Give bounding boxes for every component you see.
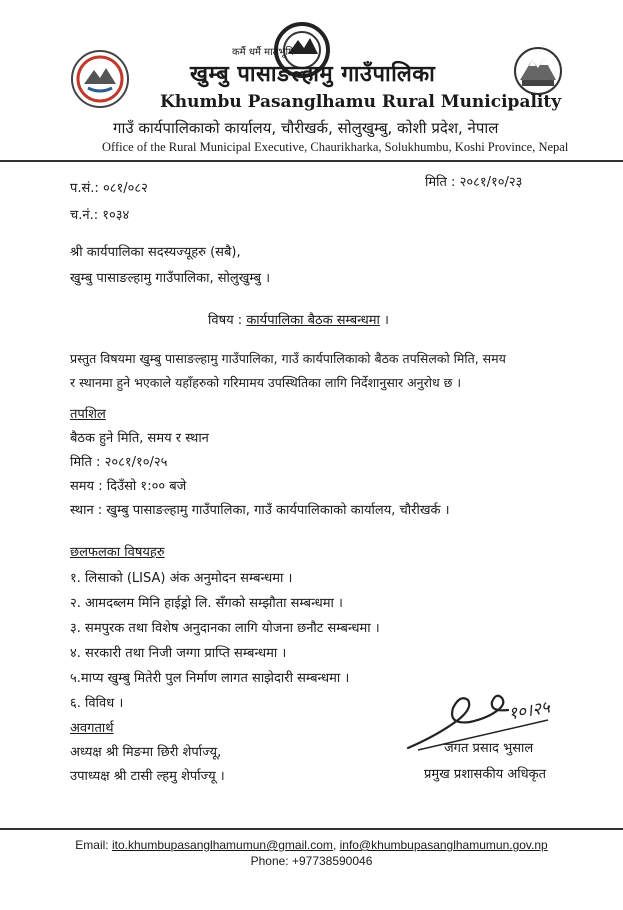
agenda-item: १. लिसाको (LISA) अंक अनुमोदन सम्बन्धमा । (70, 571, 293, 586)
meeting-date: मिति : २०८१/१०/२५ (70, 455, 168, 470)
letterhead-motto: कर्मै धर्मै मातृभूमि (232, 47, 295, 58)
agenda-item: ४. सरकारी तथा निजी जग्गा प्राप्ति सम्बन्धमा । (70, 646, 287, 661)
agenda-item: ५.माप्य खुम्बु मितेरी पुल निर्माण लागत साझेदारी सम्बन्धमा । (70, 671, 350, 686)
cc-item: अध्यक्ष श्री मिङमा छिरी शेर्पाज्यू, (70, 745, 222, 760)
subject-label: विषय : (208, 313, 243, 328)
subject-line (208, 310, 389, 328)
email-separator: , (332, 838, 337, 852)
letter-date: मिति : २०८१/१०/२३ (425, 175, 523, 190)
email-link-2[interactable]: info@khumbupasanglhamumun.gov.np (339, 838, 548, 852)
office-address-english: Office of the Rural Municipal Executive, Chaurikharka, Solukhumbu, Koshi Province, Nepal (102, 140, 569, 154)
meeting-time: समय : दिउँसो १:०० बजे (70, 479, 187, 494)
agenda-heading: छलफलका विषयहरु (70, 545, 165, 560)
recipient-line-1: श्री कार्यपालिका सदस्यज्यूहरु (सबै), (70, 245, 241, 260)
footer-email-line (0, 838, 623, 852)
agenda-item: ३. समपुरक तथा विशेष अनुदानका लागि योजना छनौट सम्बन्धमा । (70, 621, 380, 636)
cc-item: उपाध्यक्ष श्री टासी ल्हमु शेर्पाज्यू । (70, 769, 225, 784)
email-label: Email: (75, 838, 109, 852)
footer-divider (0, 828, 623, 830)
signer-name: जगत प्रसाद भुसाल (444, 741, 534, 756)
cc-heading: अवगतार्थ (70, 721, 114, 736)
dispatch-number: च.नं.: १०३४ (70, 208, 130, 223)
body-paragraph-line-2: र स्थानमा हुने भएकाले यहाँहरुको गरिमामय उपस्थितिका लागि निर्देशानुसार अनुरोध छ । (70, 375, 462, 390)
recipient-line-2: खुम्बु पासाङल्हामु गाउँपालिका, सोलुखुम्बु । (70, 271, 271, 286)
details-heading: तपशिल (70, 407, 106, 422)
subject-end: । (384, 313, 389, 328)
header-divider (0, 160, 623, 162)
meeting-place: स्थान : खुम्बु पासाङल्हामु गाउँपालिका, गाउँ कार्यपालिकाको कार्यालय, चौरीखर्क । (70, 503, 450, 518)
body-paragraph-line-1: प्रस्तुत विषयमा खुम्बु पासाङल्हामु गाउँपालिका, गाउँ कार्यपालिकाको बैठक तपसिलको मिति, समय (70, 351, 506, 366)
subject-text: कार्यपालिका बैठक सम्बन्धमा (246, 313, 380, 328)
agenda-item: ६. विविध । (70, 696, 124, 711)
agenda-item: २. आमदब्लम मिनि हाईड्रो लि. सँगको सम्झौता सम्बन्धमा । (70, 596, 343, 611)
municipality-name-english: Khumbu Pasanglhamu Rural Municipality (160, 92, 562, 112)
email-link-1[interactable]: ito.khumbupasanglhamumun@gmail.com (111, 838, 333, 852)
reference-number: प.सं.: ०८१/०८२ (70, 181, 148, 196)
meeting-heading: बैठक हुने मिति, समय र स्थान (70, 431, 209, 446)
office-address-nepali: गाउँ कार्यपालिकाको कार्यालय, चौरीखर्क, सोलुखुम्बु, कोशी प्रदेश, नेपाल (113, 119, 499, 137)
municipality-name-nepali: खुम्बु पासाङल्हामु गाउँपालिका (190, 62, 436, 87)
signature-date: १०।२५ (506, 697, 552, 725)
nepal-emblem-left (70, 48, 130, 114)
footer-phone: Phone: +97738590046 (250, 854, 373, 868)
signer-title: प्रमुख प्रशासकीय अधिकृत (424, 767, 547, 782)
